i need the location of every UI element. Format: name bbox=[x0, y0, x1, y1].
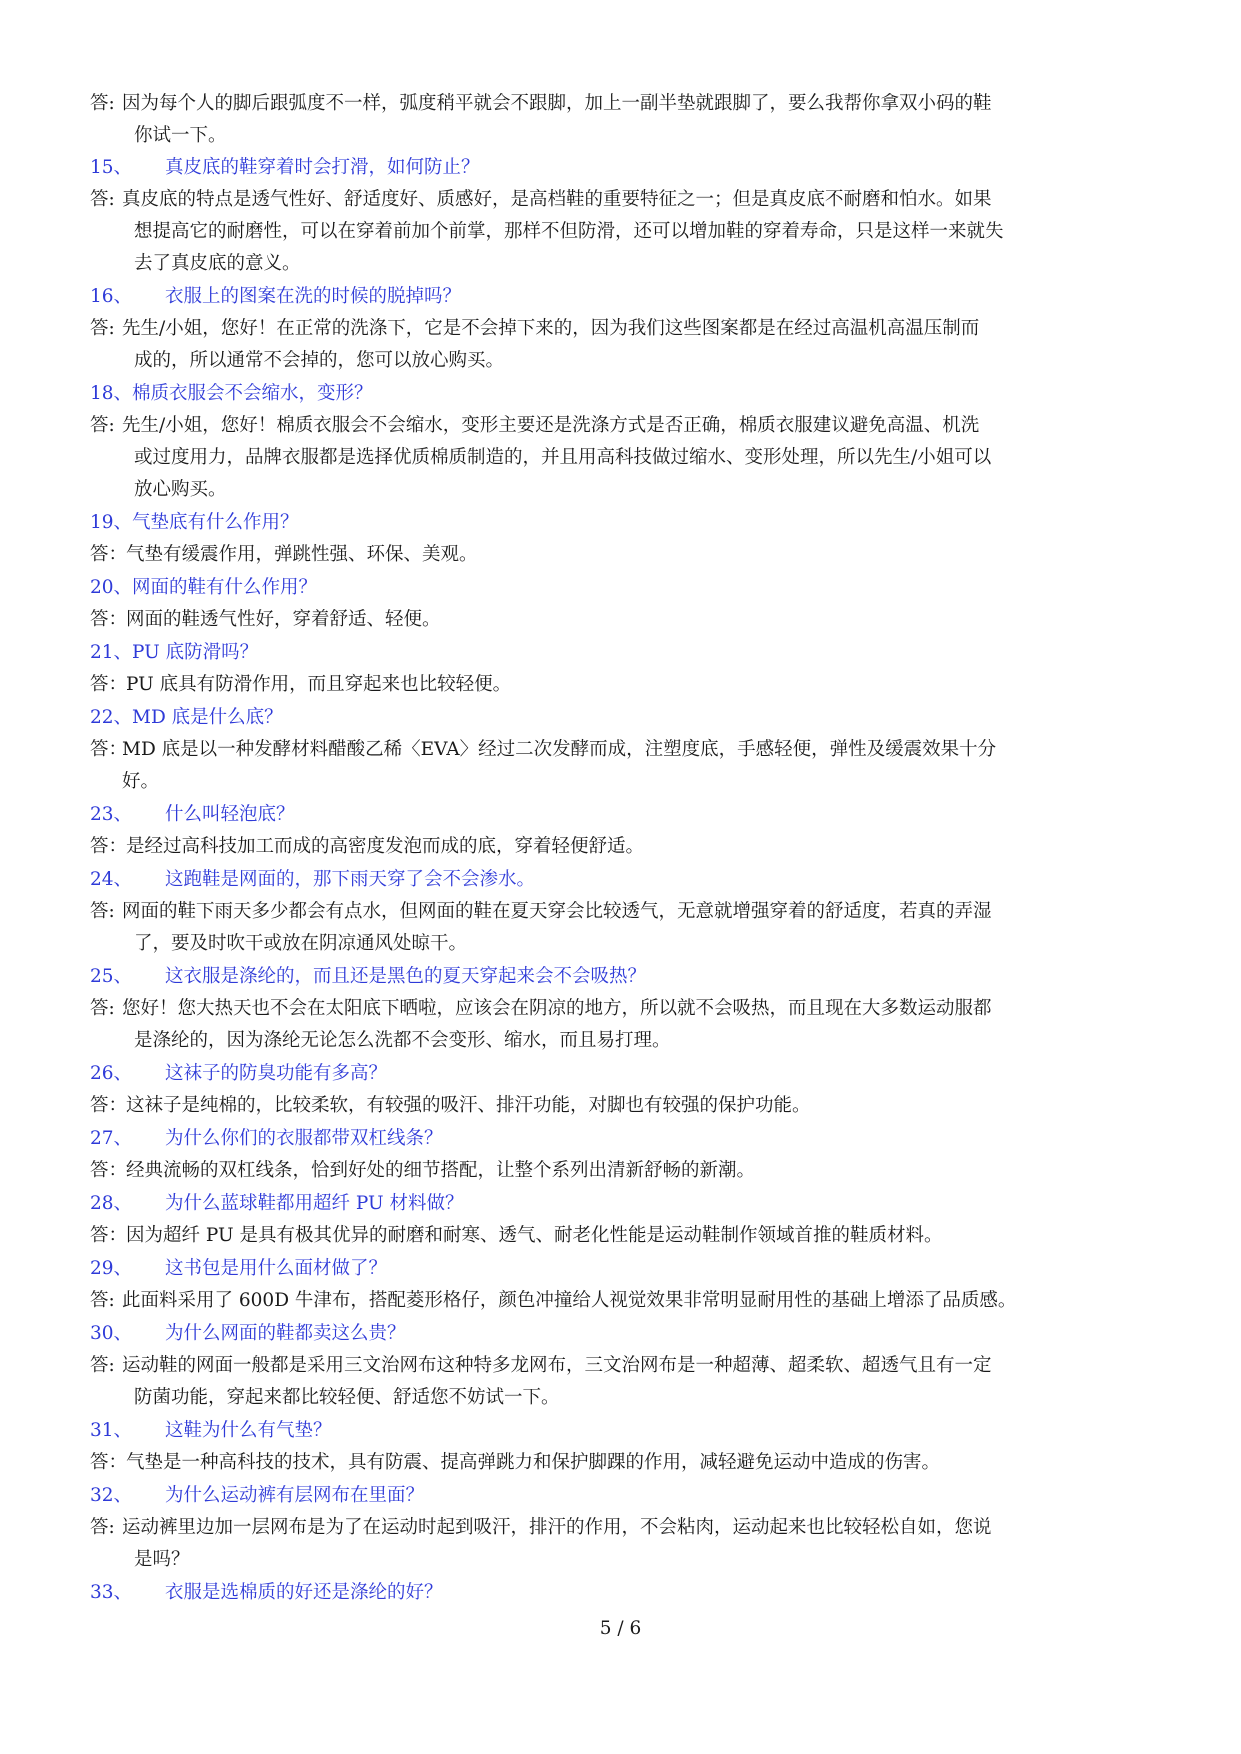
question-number: 28、 bbox=[90, 1193, 133, 1214]
question-item bbox=[0, 961, 1241, 993]
answer-text: 成的，所以通常不会掉的，您可以放心购买。 bbox=[134, 350, 505, 371]
answer-text: 网面的鞋透气性好，穿着舒适、轻便。 bbox=[126, 609, 441, 630]
question-number: 25、 bbox=[90, 966, 133, 987]
question-text: 这书包是用什么面材做了？ bbox=[165, 1258, 388, 1279]
answer-text: 运动鞋的网面一般都是采用三文治网布这种特多龙网布，三文治网布是一种超薄、超柔软、超透气且有一定 bbox=[122, 1355, 992, 1376]
question-number: 23、 bbox=[90, 804, 133, 825]
question-item bbox=[0, 1123, 1241, 1155]
answer-line bbox=[0, 1285, 1241, 1317]
answer-label: 答： bbox=[90, 1095, 128, 1116]
answer-text: 先生/小姐，您好！棉质衣服会不会缩水，变形主要还是洗涤方式是否正确，棉质衣服建议避免高温、机洗 bbox=[122, 415, 980, 436]
answer-continuation bbox=[0, 1544, 1241, 1576]
answer-text: 网面的鞋下雨天多少都会有点水，但网面的鞋在夏天穿会比较透气，无意就增强穿着的舒适度，若真的弄湿 bbox=[122, 901, 992, 922]
answer-label: 答: bbox=[90, 1290, 115, 1311]
question-item bbox=[0, 799, 1241, 831]
answer-line bbox=[0, 1350, 1241, 1382]
answer-label: 答： bbox=[90, 609, 128, 630]
question-text: 为什么运动裤有层网布在里面？ bbox=[165, 1485, 425, 1506]
answer-text: 是经过高科技加工而成的高密度发泡而成的底，穿着轻便舒适。 bbox=[126, 836, 645, 857]
question-number: 30、 bbox=[90, 1323, 133, 1344]
answer-text: 先生/小姐，您好！在正常的洗涤下，它是不会掉下来的，因为我们这些图案都是在经过高温机高温压制而 bbox=[122, 318, 980, 339]
answer-label: 答： bbox=[90, 1225, 128, 1246]
answer-continuation bbox=[0, 474, 1241, 506]
answer-line bbox=[0, 831, 1241, 863]
answer-label: 答： bbox=[90, 1452, 128, 1473]
question-text: 这鞋为什么有气垫？ bbox=[165, 1420, 332, 1441]
answer-label: 答: bbox=[90, 318, 115, 339]
question-number: 21、 bbox=[90, 642, 133, 663]
answer-line bbox=[0, 604, 1241, 636]
answer-continuation bbox=[0, 120, 1241, 152]
answer-text: 是吗？ bbox=[134, 1549, 190, 1570]
answer-text: MD 底是以一种发酵材料醋酸乙稀〈EVA〉经过二次发酵而成，注塑度底，手感轻便，弹性及缓震效果十分 bbox=[122, 739, 997, 760]
answer-continuation bbox=[0, 248, 1241, 280]
answer-text: 放心购买。 bbox=[134, 479, 227, 500]
answer-text: 想提高它的耐磨性，可以在穿着前加个前掌，那样不但防滑，还可以增加鞋的穿着寿命，只是这样一来就失 bbox=[134, 221, 1004, 242]
answer-line bbox=[0, 1512, 1241, 1544]
answer-label: 答: bbox=[90, 901, 115, 922]
question-text: 衣服上的图案在洗的时候的脱掉吗？ bbox=[165, 286, 462, 307]
page-number: 5 / 6 bbox=[599, 1618, 642, 1639]
question-number: 15、 bbox=[90, 157, 133, 178]
question-item bbox=[0, 1415, 1241, 1447]
question-number: 20、 bbox=[90, 577, 133, 598]
answer-line bbox=[0, 993, 1241, 1025]
question-text: 什么叫轻泡底？ bbox=[165, 804, 295, 825]
question-item bbox=[0, 152, 1241, 184]
answer-line bbox=[0, 184, 1241, 216]
question-number: 27、 bbox=[90, 1128, 133, 1149]
answer-text: 真皮底的特点是透气性好、舒适度好、质感好，是高档鞋的重要特征之一；但是真皮底不耐磨和怕水。如果 bbox=[122, 189, 992, 210]
question-number: 31、 bbox=[90, 1420, 133, 1441]
answer-line bbox=[0, 88, 1241, 120]
question-text: 为什么蓝球鞋都用超纤 PU 材料做？ bbox=[165, 1193, 464, 1214]
answer-text: 运动裤里边加一层网布是为了在运动时起到吸汗，排汗的作用，不会粘肉，运动起来也比较轻松自如，您说 bbox=[122, 1517, 992, 1538]
answer-text: 这袜子是纯棉的，比较柔软，有较强的吸汗、排汗功能，对脚也有较强的保护功能。 bbox=[126, 1095, 811, 1116]
question-item bbox=[0, 507, 1241, 539]
question-number: 16、 bbox=[90, 286, 133, 307]
answer-continuation bbox=[0, 345, 1241, 377]
question-text: 气垫底有什么作用？ bbox=[132, 512, 299, 533]
answer-line bbox=[0, 1447, 1241, 1479]
answer-label: 答： bbox=[90, 739, 128, 760]
question-text: MD 底是什么底？ bbox=[132, 707, 283, 728]
answer-continuation bbox=[0, 216, 1241, 248]
question-text: 棉质衣服会不会缩水，变形？ bbox=[132, 383, 373, 404]
answer-line bbox=[0, 410, 1241, 442]
question-text: 为什么网面的鞋都卖这么贵？ bbox=[165, 1323, 406, 1344]
question-text: 这袜子的防臭功能有多高？ bbox=[165, 1063, 388, 1084]
question-text: 衣服是选棉质的好还是涤纶的好？ bbox=[165, 1582, 443, 1603]
question-number: 33、 bbox=[90, 1582, 133, 1603]
question-item bbox=[0, 1318, 1241, 1350]
question-item bbox=[0, 1480, 1241, 1512]
answer-line bbox=[0, 896, 1241, 928]
question-number: 19、 bbox=[90, 512, 133, 533]
answer-text: 因为每个人的脚后跟弧度不一样，弧度稍平就会不跟脚，加上一副半垫就跟脚了，要么我帮你拿双小码的鞋 bbox=[122, 93, 992, 114]
answer-continuation bbox=[0, 1025, 1241, 1057]
answer-label: 答: bbox=[90, 1517, 115, 1538]
answer-label: 答: bbox=[90, 93, 115, 114]
answer-continuation bbox=[0, 766, 1241, 798]
answer-text: 是涤纶的，因为涤纶无论怎么洗都不会变形、缩水，而且易打理。 bbox=[134, 1030, 671, 1051]
question-item bbox=[0, 864, 1241, 896]
question-item bbox=[0, 1058, 1241, 1090]
answer-text: 你试一下。 bbox=[134, 125, 227, 146]
answer-continuation bbox=[0, 1382, 1241, 1414]
question-item bbox=[0, 1253, 1241, 1285]
answer-text: 您好！您大热天也不会在太阳底下晒啦，应该会在阴凉的地方，所以就不会吸热，而且现在大多数运动服都 bbox=[122, 998, 992, 1019]
question-item bbox=[0, 378, 1241, 410]
answer-label: 答: bbox=[90, 415, 115, 436]
answer-text: 或过度用力，品牌衣服都是选择优质棉质制造的，并且用高科技做过缩水、变形处理，所以先生/小姐可以 bbox=[134, 447, 992, 468]
answer-text: 了，要及时吹干或放在阴凉通风处晾干。 bbox=[134, 933, 468, 954]
answer-continuation bbox=[0, 442, 1241, 474]
question-text: 这衣服是涤纶的，而且还是黑色的夏天穿起来会不会吸热？ bbox=[165, 966, 647, 987]
answer-label: 答: bbox=[90, 1355, 115, 1376]
question-text: PU 底防滑吗？ bbox=[132, 642, 259, 663]
question-number: 24、 bbox=[90, 869, 133, 890]
answer-continuation bbox=[0, 928, 1241, 960]
answer-line bbox=[0, 1220, 1241, 1252]
question-item bbox=[0, 637, 1241, 669]
answer-text: 经典流畅的双杠线条，恰到好处的细节搭配，让整个系列出清新舒畅的新潮。 bbox=[126, 1160, 756, 1181]
question-item bbox=[0, 572, 1241, 604]
question-item bbox=[0, 1577, 1241, 1609]
answer-text: 此面料采用了 600D 牛津布，搭配菱形格仔，颜色冲撞给人视觉效果非常明显耐用性的基础上增添了品质感。 bbox=[122, 1290, 1017, 1311]
answer-text: 去了真皮底的意义。 bbox=[134, 253, 301, 274]
answer-text: 气垫是一种高科技的技术，具有防震、提高弹跳力和保护脚踝的作用，减轻避免运动中造成的伤害。 bbox=[126, 1452, 941, 1473]
answer-line bbox=[0, 1155, 1241, 1187]
answer-label: 答： bbox=[90, 674, 128, 695]
answer-line bbox=[0, 669, 1241, 701]
answer-label: 答： bbox=[90, 544, 128, 565]
answer-text: 因为超纤 PU 是具有极其优异的耐磨和耐寒、透气、耐老化性能是运动鞋制作领域首推的鞋质材料。 bbox=[126, 1225, 943, 1246]
answer-label: 答: bbox=[90, 189, 115, 210]
question-item bbox=[0, 702, 1241, 734]
answer-line bbox=[0, 734, 1241, 766]
question-number: 22、 bbox=[90, 707, 133, 728]
answer-line bbox=[0, 1090, 1241, 1122]
answer-text: 气垫有缓震作用，弹跳性强、环保、美观。 bbox=[126, 544, 478, 565]
question-number: 29、 bbox=[90, 1258, 133, 1279]
answer-text: PU 底具有防滑作用，而且穿起来也比较轻便。 bbox=[126, 674, 512, 695]
answer-label: 答: bbox=[90, 998, 115, 1019]
answer-line bbox=[0, 313, 1241, 345]
question-text: 网面的鞋有什么作用？ bbox=[132, 577, 318, 598]
question-item bbox=[0, 1188, 1241, 1220]
answer-text: 好。 bbox=[122, 771, 160, 792]
question-item bbox=[0, 281, 1241, 313]
question-number: 26、 bbox=[90, 1063, 133, 1084]
question-text: 真皮底的鞋穿着时会打滑，如何防止？ bbox=[165, 157, 480, 178]
question-text: 这跑鞋是网面的，那下雨天穿了会不会渗水。 bbox=[165, 869, 536, 890]
question-text: 为什么你们的衣服都带双杠线条？ bbox=[165, 1128, 443, 1149]
answer-line bbox=[0, 539, 1241, 571]
question-number: 18、 bbox=[90, 383, 133, 404]
answer-label: 答： bbox=[90, 1160, 128, 1181]
question-number: 32、 bbox=[90, 1485, 133, 1506]
answer-label: 答： bbox=[90, 836, 128, 857]
answer-text: 防菌功能，穿起来都比较轻便、舒适您不妨试一下。 bbox=[134, 1387, 560, 1408]
